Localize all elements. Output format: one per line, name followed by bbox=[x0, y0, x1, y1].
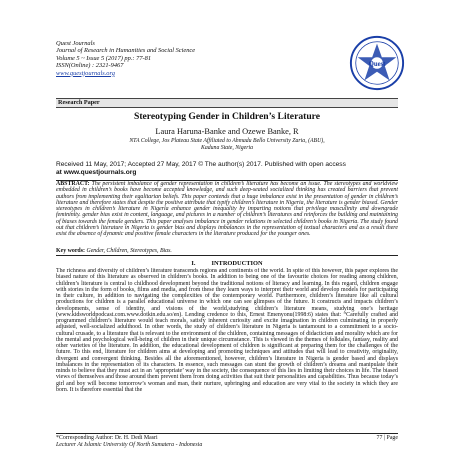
received-link[interactable]: www.questjournals.org bbox=[63, 168, 137, 176]
received-notice bbox=[56, 161, 398, 176]
logo-text: Quest bbox=[368, 60, 386, 68]
journal-title: Journal of Research in Humanities and Social Science bbox=[56, 47, 196, 55]
introduction-body bbox=[56, 268, 398, 428]
page-number: 77 | Page bbox=[376, 435, 398, 441]
section-label: Research Paper bbox=[58, 99, 100, 106]
keywords-text: Gender, Children, Stereotypes, Bias. bbox=[84, 247, 172, 254]
abstract-label: ABSTRACT: bbox=[56, 181, 90, 187]
journal-header bbox=[56, 40, 326, 77]
keywords-line bbox=[56, 248, 172, 254]
journal-issn: ISSN(Online) : 2321-9467 bbox=[56, 62, 124, 70]
paper-affiliation bbox=[56, 138, 398, 152]
section-label-bar bbox=[56, 98, 398, 108]
author-affiliation: Lecturer At Islamic University Of North Sumatera - Indonesia bbox=[56, 441, 203, 448]
paper-title: Stereotyping Gender in Children’s Literature bbox=[133, 111, 320, 122]
keywords-label: Key words: bbox=[56, 247, 85, 254]
body-paragraph: The richness and diversity of children’s literature transcends regions and continents of the world. In spite of this however, this paper explores the biased nature of this literature as observed in children’s books. In addition to being one of the favourite choices for reading among children, children’s literature is central to childhood development beyond the traditional notions of literacy and learning. In this regard, children engage with stories in the form of books, films and media, and from these they learn ways to interpret their world and develop models for participating in their culture, in addition to navigating the complexities of the contemporary world. Furthermore, children’s literature like all cultural productions for children is a parallel educational universe in which one can see glimpses of the future. It constructs and impacts children’s developments, sense of identity, and visions of the world,studying children’s literature means, studying one’s heritage (www.kidsworldpodcast.com.www.dotkin.edu.so/en). Lending credence to this, Ernest Emenyonu(1998:6) states that: “Carefully crafted and programmed children’s literature would teach morals, satisfy inherent curiosity and excite imagination in children culminating in properly adjusted, well-socialized adulthood. In other words, the study of children’s literature in Nigeria is tantamount to a commitment to a socio-cultural crusade, to a literature that is relevant to the environment of the children, containing messages of didacticism and morality which are for the mental and psychological well-being of children in their unique circumstance. This is viewed in the themes of folktales, fantasy, reality and other varieties of the literature. In addition, the educational development of children is significant at preparing them for the challenges of the future. To this end, literature for children aims at developing and promoting techniques and attitudes that will lead to creativity, originality, divergent and convergent thinking. Besides all the aforementioned, however, children’s literature in Nigeria is gender based and displays imbalances in the representation of its characters. In essence, such messages can stunt the growth of children’s dreams and manipulate their minds to believe that they must act in an ‘appropriate’ way in the society, the consequence of this lies in limiting their choices in life. The biased views of themselves and those around them prevent them from doing activities that suit their personalities and capabilities. Thus because today’s girl and boy will become tomorrow’s woman and man, their nurture, upbringing and education are very vital to the society in which they are born. It is therefore essential that the bbox=[56, 268, 398, 393]
journal-volume: Volume 5 ~ Issue 5 (2017) pp.: 77-81 bbox=[56, 54, 152, 62]
quest-logo-icon bbox=[348, 34, 406, 92]
received-at: at bbox=[56, 168, 64, 176]
journal-name: Quest Journals bbox=[56, 40, 95, 47]
paper-authors: Laura Haruna-Banke and Ozewe Banke, R bbox=[155, 127, 299, 136]
footer-divider bbox=[56, 433, 398, 434]
footer-author bbox=[56, 435, 202, 448]
corresponding-author: *Corresponding Author: Dr. H. Dedi Masri bbox=[56, 435, 158, 441]
affiliation-line-2: Kaduna State, Nigeria bbox=[200, 144, 253, 151]
affiliation-line-1: NTA College, Jos Plateau State Affiliated to Ahmadu Bello University Zaria, (ABU), bbox=[129, 138, 325, 144]
received-line-1: Received 11 May, 2017; Accepted 27 May, 2017 © The author(s) 2017. Published with open access bbox=[56, 161, 346, 168]
received-line-2 bbox=[56, 169, 398, 177]
journal-url-link[interactable]: www.questjournals.org bbox=[56, 69, 115, 77]
introduction-heading: I. INTRODUCTION bbox=[191, 260, 263, 267]
abstract-box bbox=[56, 180, 398, 256]
abstract-text: The persistent imbalance of gender representation in children’s literature has become an issue. The stereotypes and worldview embedded in children’s books have become accepted knowledge, and such deep-seated socialized thinking has created barriers that prevent authors from implementing their egalitarian beliefs. This paper contends that a huge imbalance exist in the presentation of gender in children’s literature and therefore states that despite the positive attribute that typify children’s literature in Nigeria, the literature is gender biased. Gender stereotypes in children’s literature in Nigeria enhance gender inequality by imparting notions that privilege masculinity and downgrade femininity. gender bias exist in content, language, and pictures in a number of children’s literatures and reinforces the building and maintaining of biases towards the female genders. This paper analyses imbalance in gender relations in selected children’s books in Nigeria. The study found out that children’s literature in Nigeria is gender bias and displays imbalances in the representation of textual characters and as a result there exist the absence of dynamic and positive female characters in the literature produced for the younger ones. bbox=[56, 181, 398, 237]
